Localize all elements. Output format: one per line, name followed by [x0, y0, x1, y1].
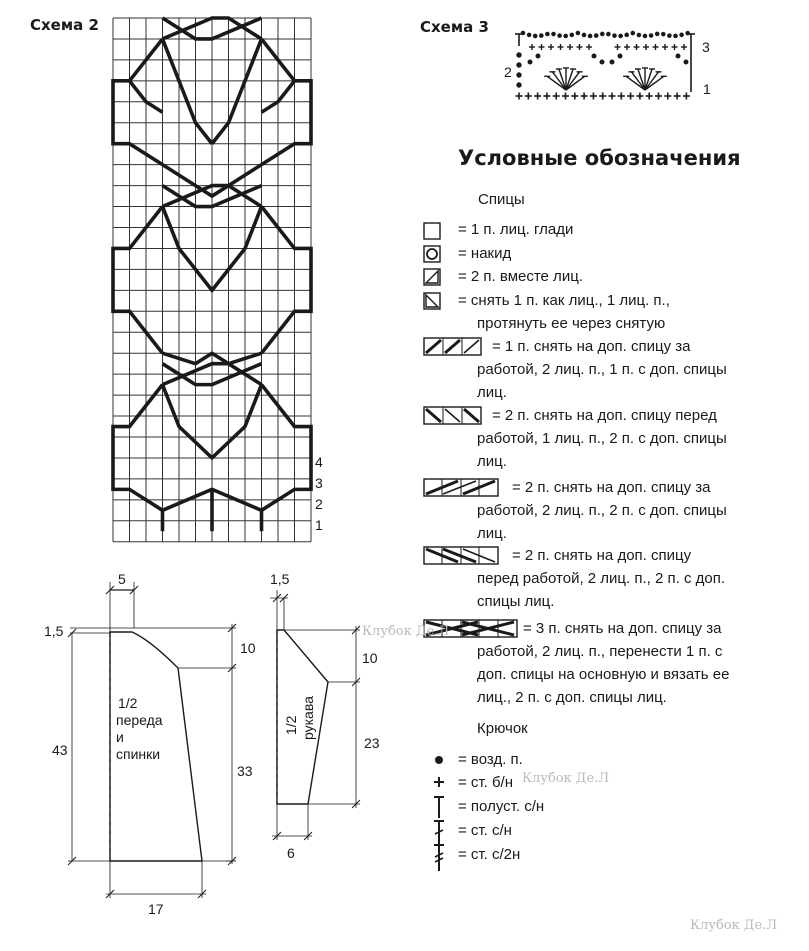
legend-knit-5c: лиц.: [477, 453, 507, 470]
legend-crochet-0: = возд. п.: [458, 751, 523, 768]
dim-neck-width: 5: [118, 571, 126, 587]
row-number-1: 1: [315, 517, 323, 533]
legend-knit-1: = накид: [458, 245, 512, 262]
legend-knit-7b: перед работой, 2 лиц. п., 2 п. с доп.: [477, 570, 725, 587]
legend-knit-5a: = 2 п. снять на доп. спицу перед: [492, 407, 717, 424]
row-number-3: 3: [315, 475, 323, 491]
body-label-line2: переда: [116, 712, 163, 728]
sleeve-label-line1: 1/2: [283, 715, 299, 735]
scheme3-title: Схема 3: [420, 18, 489, 36]
legend-knit-3a: = снять 1 п. как лиц., 1 лиц. п.,: [458, 292, 670, 309]
legend-knit-0: = 1 п. лиц. глади: [458, 221, 574, 238]
legend-knit-8b: работой, 2 лиц. п., перенести 1 п. с: [477, 643, 723, 660]
dim-side-height: 33: [237, 763, 253, 779]
dim-total-height: 43: [52, 742, 68, 758]
watermark: Клубок Де.Л: [522, 771, 610, 786]
legend-knit-7a: = 2 п. снять на доп. спицу: [512, 547, 692, 564]
s3-row-3: 3: [702, 39, 710, 55]
legend-crochet-2: = полуст. с/н: [458, 798, 545, 815]
crochet-header: Крючок: [477, 720, 528, 737]
knitting-header: Спицы: [478, 191, 525, 208]
dim-sleeve-cap: 10: [362, 650, 378, 666]
legend-crochet-3: = ст. с/н: [458, 822, 512, 839]
legend-knit-3b: протянуть ее через снятую: [477, 315, 666, 332]
watermark: Клубок Де.Л: [362, 624, 450, 639]
legend-knit-6b: работой, 2 лиц. п., 2 п. с доп. спицы: [477, 502, 727, 519]
legend-knit-8a: = 3 п. снять на доп. спицу за: [523, 620, 722, 637]
empty-cell-symbol: [424, 223, 440, 239]
dim-sleeve-bottom: 6: [287, 845, 295, 861]
legend-crochet-1: = ст. б/н: [458, 774, 514, 791]
legend-knit-7c: спицы лиц.: [477, 593, 555, 610]
dim-sleeve-length: 23: [364, 735, 380, 751]
row-number-4: 4: [315, 454, 323, 470]
dim-bottom-width: 17: [148, 901, 164, 917]
legend-knit-6c: лиц.: [477, 525, 507, 542]
sleeve-label-line2: рукава: [300, 696, 316, 740]
watermark: Клубок Де.Л: [690, 918, 778, 933]
legend-knit-8d: лиц., 2 п. с доп. спицы лиц.: [477, 689, 667, 706]
dim-armhole: 10: [240, 640, 256, 656]
legend-knit-4b: работой, 2 лиц. п., 1 п. с доп. спицы: [477, 361, 727, 378]
legend-knit-4a: = 1 п. снять на доп. спицу за: [492, 338, 691, 355]
legend-knit-5b: работой, 1 лиц. п., 2 п. с доп. спицы: [477, 430, 727, 447]
row-number-2: 2: [315, 496, 323, 512]
legend-knit-6a: = 2 п. снять на доп. спицу за: [512, 479, 711, 496]
legend-crochet-4: = ст. с/2н: [458, 846, 521, 863]
legend-knit-2: = 2 п. вместе лиц.: [458, 268, 583, 285]
scheme2-title: Схема 2: [30, 16, 99, 34]
s3-row-2: 2: [504, 64, 512, 80]
legend-knit-4c: лиц.: [477, 384, 507, 401]
s3-row-1: 1: [703, 81, 711, 97]
legend-title: Условные обозначения: [458, 146, 741, 170]
body-label-line1: 1/2: [118, 695, 138, 711]
body-label-line3: и: [116, 729, 124, 745]
body-label-line4: спинки: [116, 746, 161, 762]
legend-knit-8c: доп. спицы на основную и вязать ее: [477, 666, 730, 683]
dim-neck-depth: 1,5: [44, 623, 64, 639]
crochet-symbols: [434, 757, 444, 872]
dim-sleeve-top: 1,5: [270, 571, 290, 587]
